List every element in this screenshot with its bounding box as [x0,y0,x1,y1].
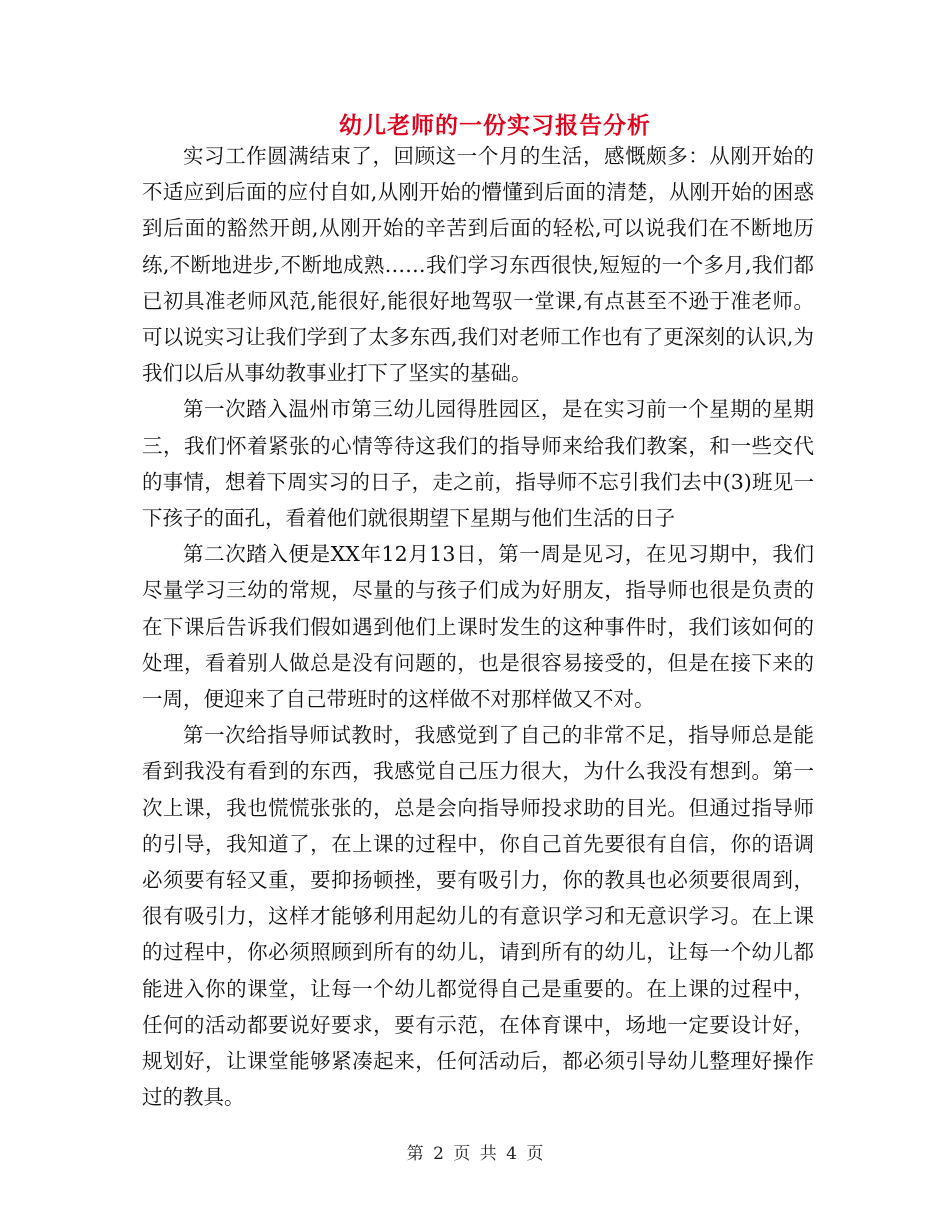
paragraph-2: 第一次踏入温州市第三幼儿园得胜园区，是在实习前一个星期的星期三，我们怀着紧张的心情等待这我们的指导师来给我们教案，和一些交代的事情，想着下周实习的日子，走之前，指导师不忘引我们去中(3)班见一下孩子的面孔，看着他们就很期望下星期与他们生活的日子 [142,397,814,531]
page-footer [0,1142,950,1166]
document-title: 幼儿老师的一份实习报告分析 [339,113,651,139]
page-number-label: 第 2 页 共 4 页 [406,1144,544,1164]
paragraph-3: 第二次踏入便是XX年12月13日，第一周是见习，在见习期中，我们尽量学习三幼的常规，尽量的与孩子们成为好朋友，指导师也很是负责的在下课后告诉我们假如遇到他们上课时发生的这种事件时，我们该如何的处理，看着别人做总是没有问题的，也是很容易接受的，但是在接下来的一周，便迎来了自己带班时的这样做不对那样做又不对。 [142,542,814,712]
paragraph-1: 实习工作圆满结束了，回顾这一个月的生活，感慨颇多：从刚开始的不适应到后面的应付自如,从刚开始的懵懂到后面的清楚，从刚开始的困惑到后面的豁然开朗,从刚开始的辛苦到后面的轻松,可以说我们在不断地历练,不断地进步,不断地成熟……我们学习东西很快,短短的一个多月,我们都已初具准老师风范,能很好,能很好地驾驭一堂课,有点甚至不逊于准老师。可以说实习让我们学到了太多东西,我们对老师工作也有了更深刻的认识,为我们以后从事幼教事业打下了坚实的基础。 [142,144,814,386]
document-body [142,138,814,1115]
paragraph-4: 第一次给指导师试教时，我感觉到了自己的非常不足，指导师总是能看到我没有看到的东西，我感觉自己压力很大，为什么我没有想到。第一次上课，我也慌慌张张的，总是会向指导师投求助的目光。但通过指导师的引导，我知道了，在上课的过程中，你自己首先要很有自信，你的语调必须要有轻又重，要抑扬顿挫，要有吸引力，你的教具也必须要很周到，很有吸引力，这样才能够利用起幼儿的有意识学习和无意识学习。在上课的过程中，你必须照顾到所有的幼儿，请到所有的幼儿，让每一个幼儿都能进入你的课堂，让每一个幼儿都觉得自己是重要的。在上课的过程中，任何的活动都要说好要求，要有示范，在体育课中，场地一定要设计好，规划好，让课堂能够紧凑起来，任何活动后，都必须引导幼儿整理好操作过的教具。 [142,723,814,1110]
